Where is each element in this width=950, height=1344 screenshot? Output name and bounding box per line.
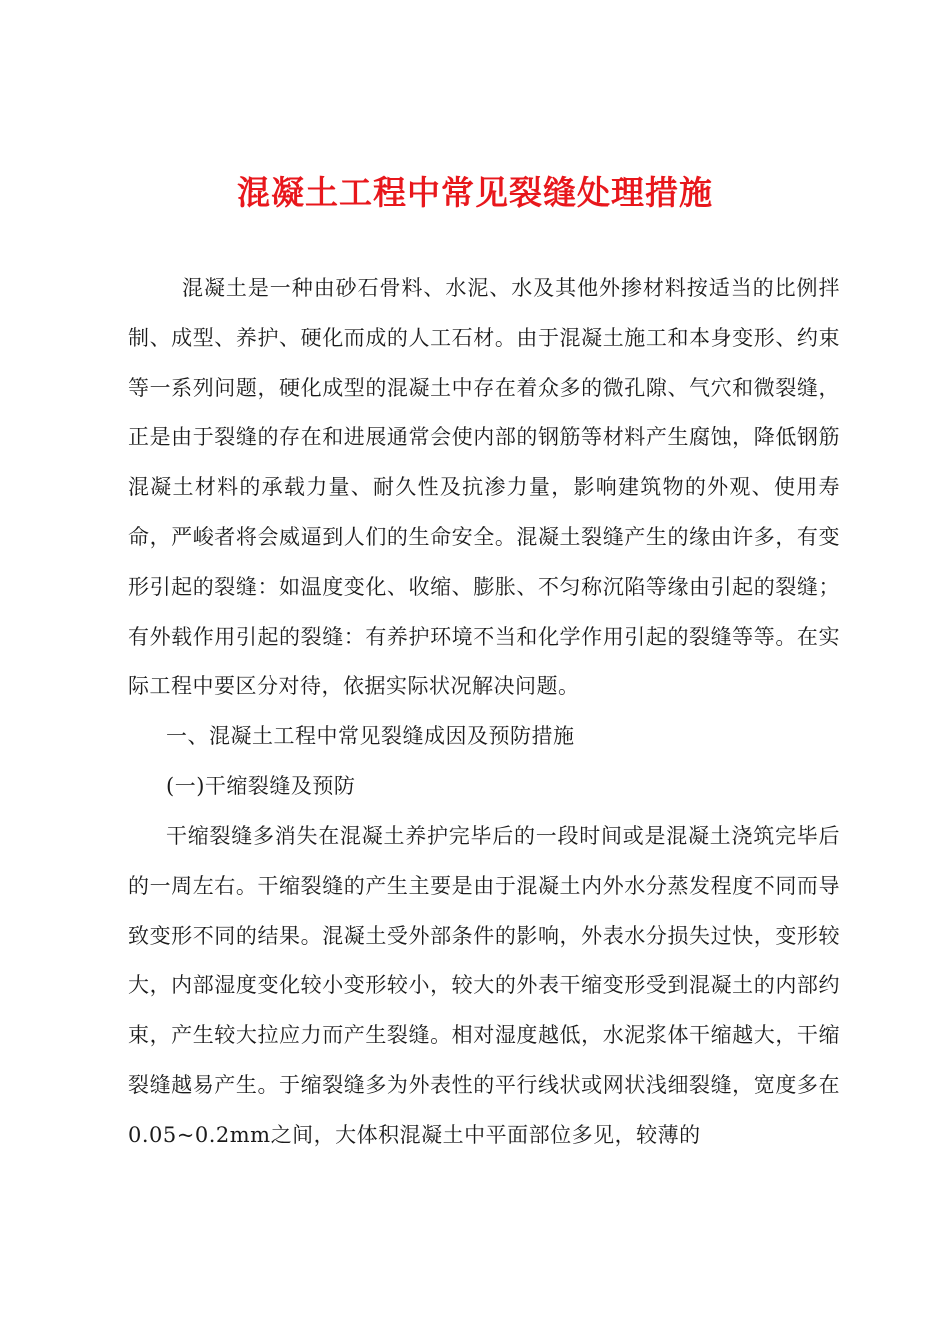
subsection-heading: (一)干缩裂缝及预防 — [166, 774, 356, 798]
intro-paragraph: 混凝土是一种由砂石骨料、水泥、水及其他外掺材料按适当的比例拌制、成型、养护、硬化而成的人工石材。由于混凝土施工和本身变形、约束等一系列问题，硬化成型的混凝土中存在着众多的微孔隙、气穴和微裂缝，正是由于裂缝的存在和进展通常会使内部的钢筋等材料产生腐蚀，降低钢筋混凝土材料的承载力量、耐久性及抗渗力量，影响建筑物的外观、使用寿命，严峻者将会威逼到人们的生命安全。混凝土裂缝产生的缘由许多，有变形引起的裂缝：如温度变化、收缩、膨胀、不匀称沉陷等缘由引起的裂缝；有外载作用引起的裂缝：有养护环境不当和化学作用引起的裂缝等等。在实际工程中要区分对待，依据实际状况解决问题。 — [128, 276, 840, 699]
section-heading: 一、混凝土工程中常见裂缝成因及预防措施 — [166, 724, 575, 748]
body-paragraph: 干缩裂缝多消失在混凝土养护完毕后的一段时间或是混凝土浇筑完毕后的一周左右。干缩裂缝的产生主要是由于混凝土内外水分蒸发程度不同而导致变形不同的结果。混凝土受外部条件的影响，外表水分损失过快，变形较大，内部湿度变化较小变形较小，较大的外表干缩变形受到混凝土的内部约束，产生较大拉应力而产生裂缝。相对湿度越低，水泥浆体干缩越大，干缩裂缝越易产生。于缩裂缝多为外表性的平行线状或网状浅细裂缝，宽度多在0.05~0.2mm之间，大体积混凝土中平面部位多见，较薄的 — [128, 824, 840, 1147]
document-title: 混凝土工程中常见裂缝处理措施 — [237, 173, 713, 212]
